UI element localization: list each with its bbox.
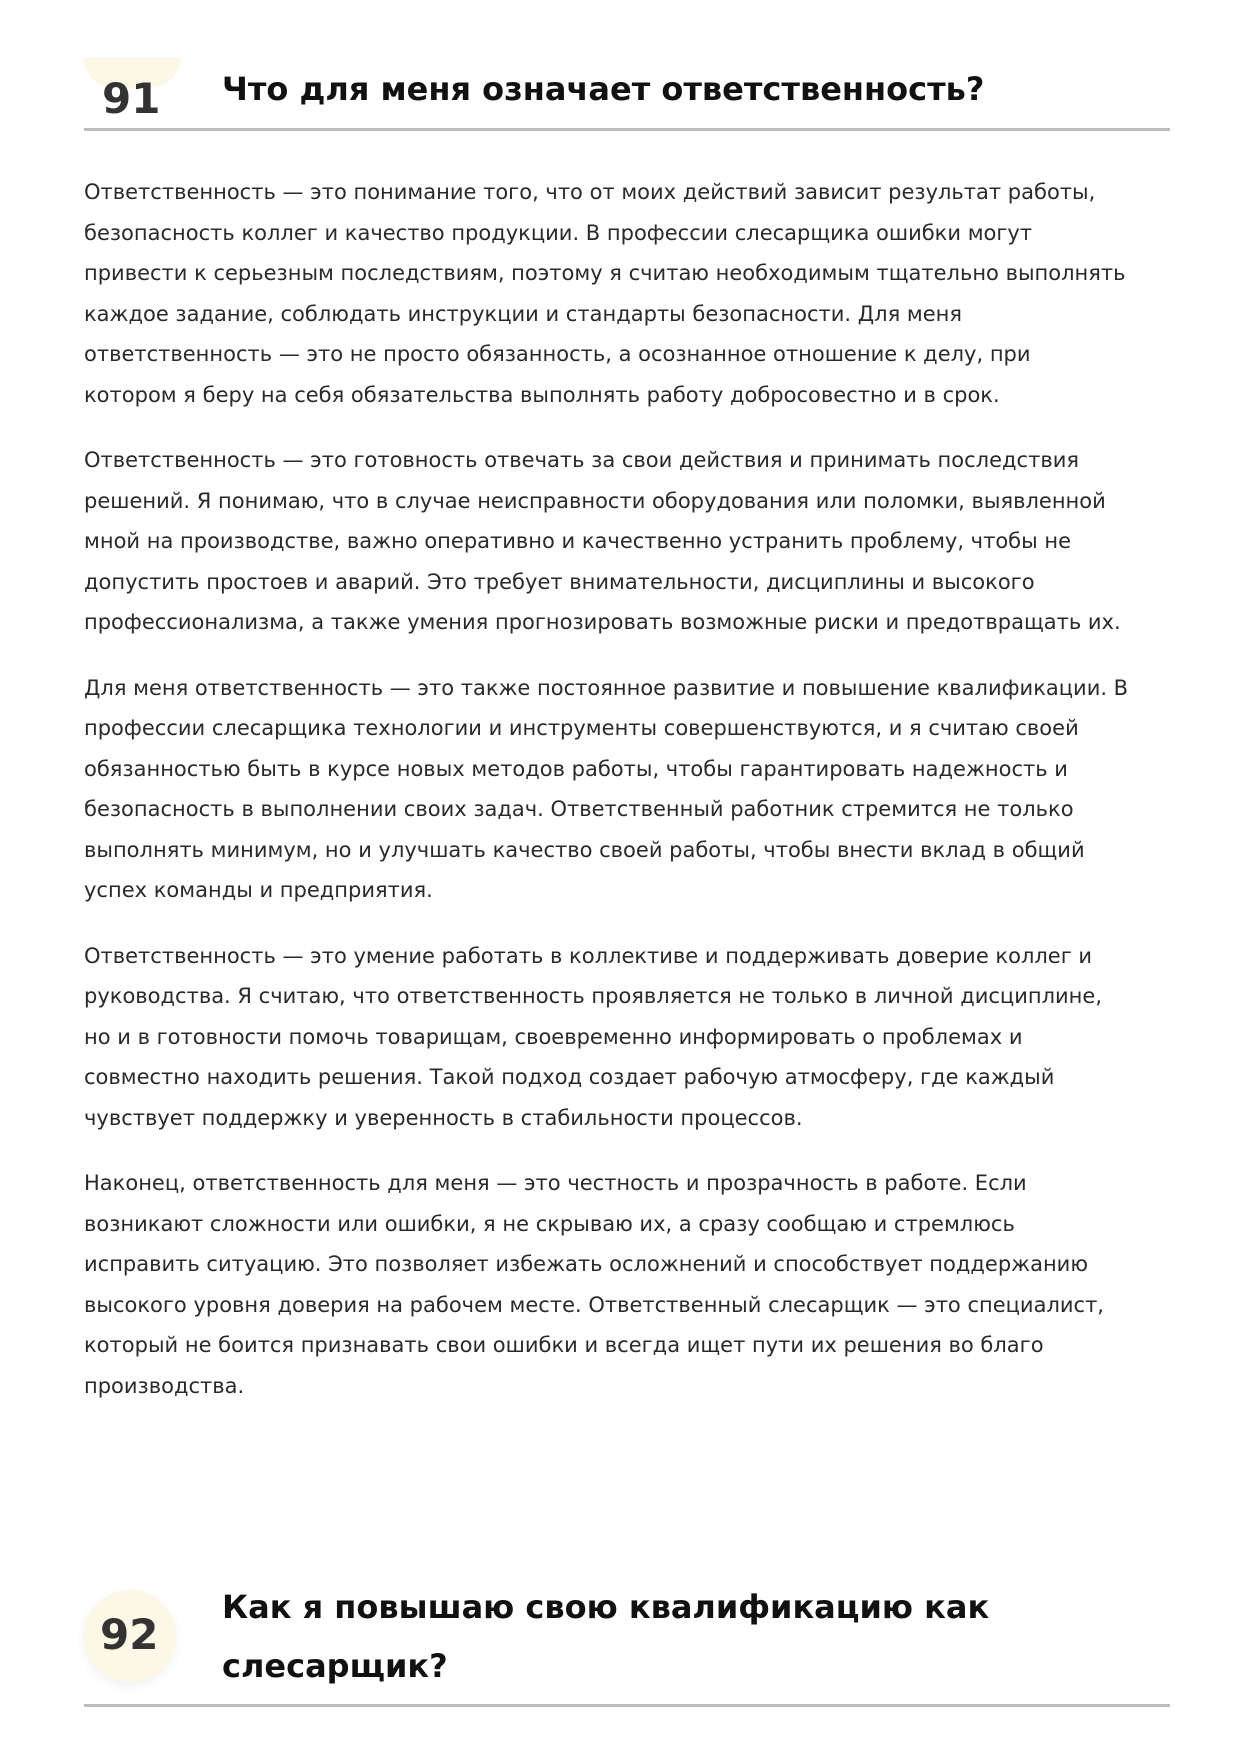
paragraph-line: решений. Я понимаю, что в случае неисправности оборудования или поломки, выявленной xyxy=(84,488,1106,513)
paragraph-line: высокого уровня доверия на рабочем месте. Ответственный слесарщик — это специалист, xyxy=(84,1292,1104,1317)
paragraph-line: безопасность коллег и качество продукции. В профессии слесарщика ошибки могут xyxy=(84,220,1033,245)
paragraph-line: успех команды и предприятия. xyxy=(84,878,433,902)
paragraph-line: исправить ситуацию. Это позволяет избежать осложнений и способствует поддержанию xyxy=(84,1252,1089,1276)
paragraph-line: профессионализма, а также умения прогнозировать возможные риски и предотвращать их. xyxy=(84,610,1121,634)
paragraph-line: ответственность — это не просто обязанность, а осознанное отношение к делу, при xyxy=(84,342,1031,366)
paragraph-line: но и в готовности помочь товарищам, своевременно информировать о проблемах и xyxy=(84,1024,1023,1049)
paragraph-line: каждое задание, соблюдать инструкции и стандарты безопасности. Для меня xyxy=(84,301,963,326)
paragraph-line: привести к серьезным последствиям, поэтому я считаю необходимым тщательно выполнять xyxy=(84,261,1126,285)
section-title-line: слесарщик? xyxy=(222,1647,448,1685)
paragraph-line: обязанностью быть в курсе новых методов работы, чтобы гарантировать надежность и xyxy=(84,756,1068,781)
section-title: Что для меня означает ответственность? xyxy=(222,70,985,108)
paragraph xyxy=(84,440,1184,643)
section-number: 92 xyxy=(100,1610,159,1659)
section-body xyxy=(84,172,1184,1431)
paragraph-line: профессии слесарщика технологии и инструменты совершенствуются, и я считаю своей xyxy=(84,716,1079,740)
paragraph-line: чувствует поддержку и уверенность в стабильности процессов. xyxy=(84,1105,803,1130)
paragraph-line: руководства. Я считаю, что ответственность проявляется не только в личной дисциплине, xyxy=(84,984,1102,1008)
paragraph-line: который не боится признавать свои ошибки и всегда ищет пути их решения во благо xyxy=(84,1333,1044,1357)
section-title xyxy=(222,1578,989,1696)
paragraph-line: производства. xyxy=(84,1373,245,1398)
paragraph xyxy=(84,936,1184,1139)
section-divider xyxy=(84,1704,1170,1707)
paragraph-line: Ответственность — это готовность отвечать за свои действия и принимать последствия xyxy=(84,448,1079,472)
paragraph-line: допустить простоев и аварий. Это требует внимательности, дисциплины и высокого xyxy=(84,569,1035,594)
paragraph-line: возникают сложности или ошибки, я не скрываю их, а сразу сообщаю и стремлюсь xyxy=(84,1211,1015,1236)
paragraph-line: совместно находить решения. Такой подход создает рабочую атмосферу, где каждый xyxy=(84,1065,1055,1089)
paragraph-line: безопасность в выполнении своих задач. Ответственный работник стремится не только xyxy=(84,797,1074,821)
paragraph xyxy=(84,172,1184,415)
paragraph-line: Ответственность — это умение работать в коллективе и поддерживать доверие коллег и xyxy=(84,943,1093,968)
paragraph-line: Ответственность — это понимание того, что от моих действий зависит результат работы, xyxy=(84,180,1096,204)
paragraph-line: Наконец, ответственность для меня — это честность и прозрачность в работе. Если xyxy=(84,1171,1027,1195)
paragraph-line: Для меня ответственность — это также постоянное развитие и повышение квалификации. В xyxy=(84,675,1129,700)
paragraph-line: выполнять минимум, но и улучшать качество своей работы, чтобы внести вклад в общий xyxy=(84,837,1085,862)
section-number: 91 xyxy=(102,74,161,123)
section-title-line: Как я повышаю свою квалификацию как xyxy=(222,1588,990,1626)
paragraph-line: котором я беру на себя обязательства выполнять работу добросовестно и в срок. xyxy=(84,382,1000,407)
paragraph-line: мной на производстве, важно оперативно и качественно устранить проблему, чтобы не xyxy=(84,529,1072,553)
section-divider xyxy=(84,128,1170,131)
paragraph xyxy=(84,1163,1184,1406)
paragraph xyxy=(84,668,1184,911)
